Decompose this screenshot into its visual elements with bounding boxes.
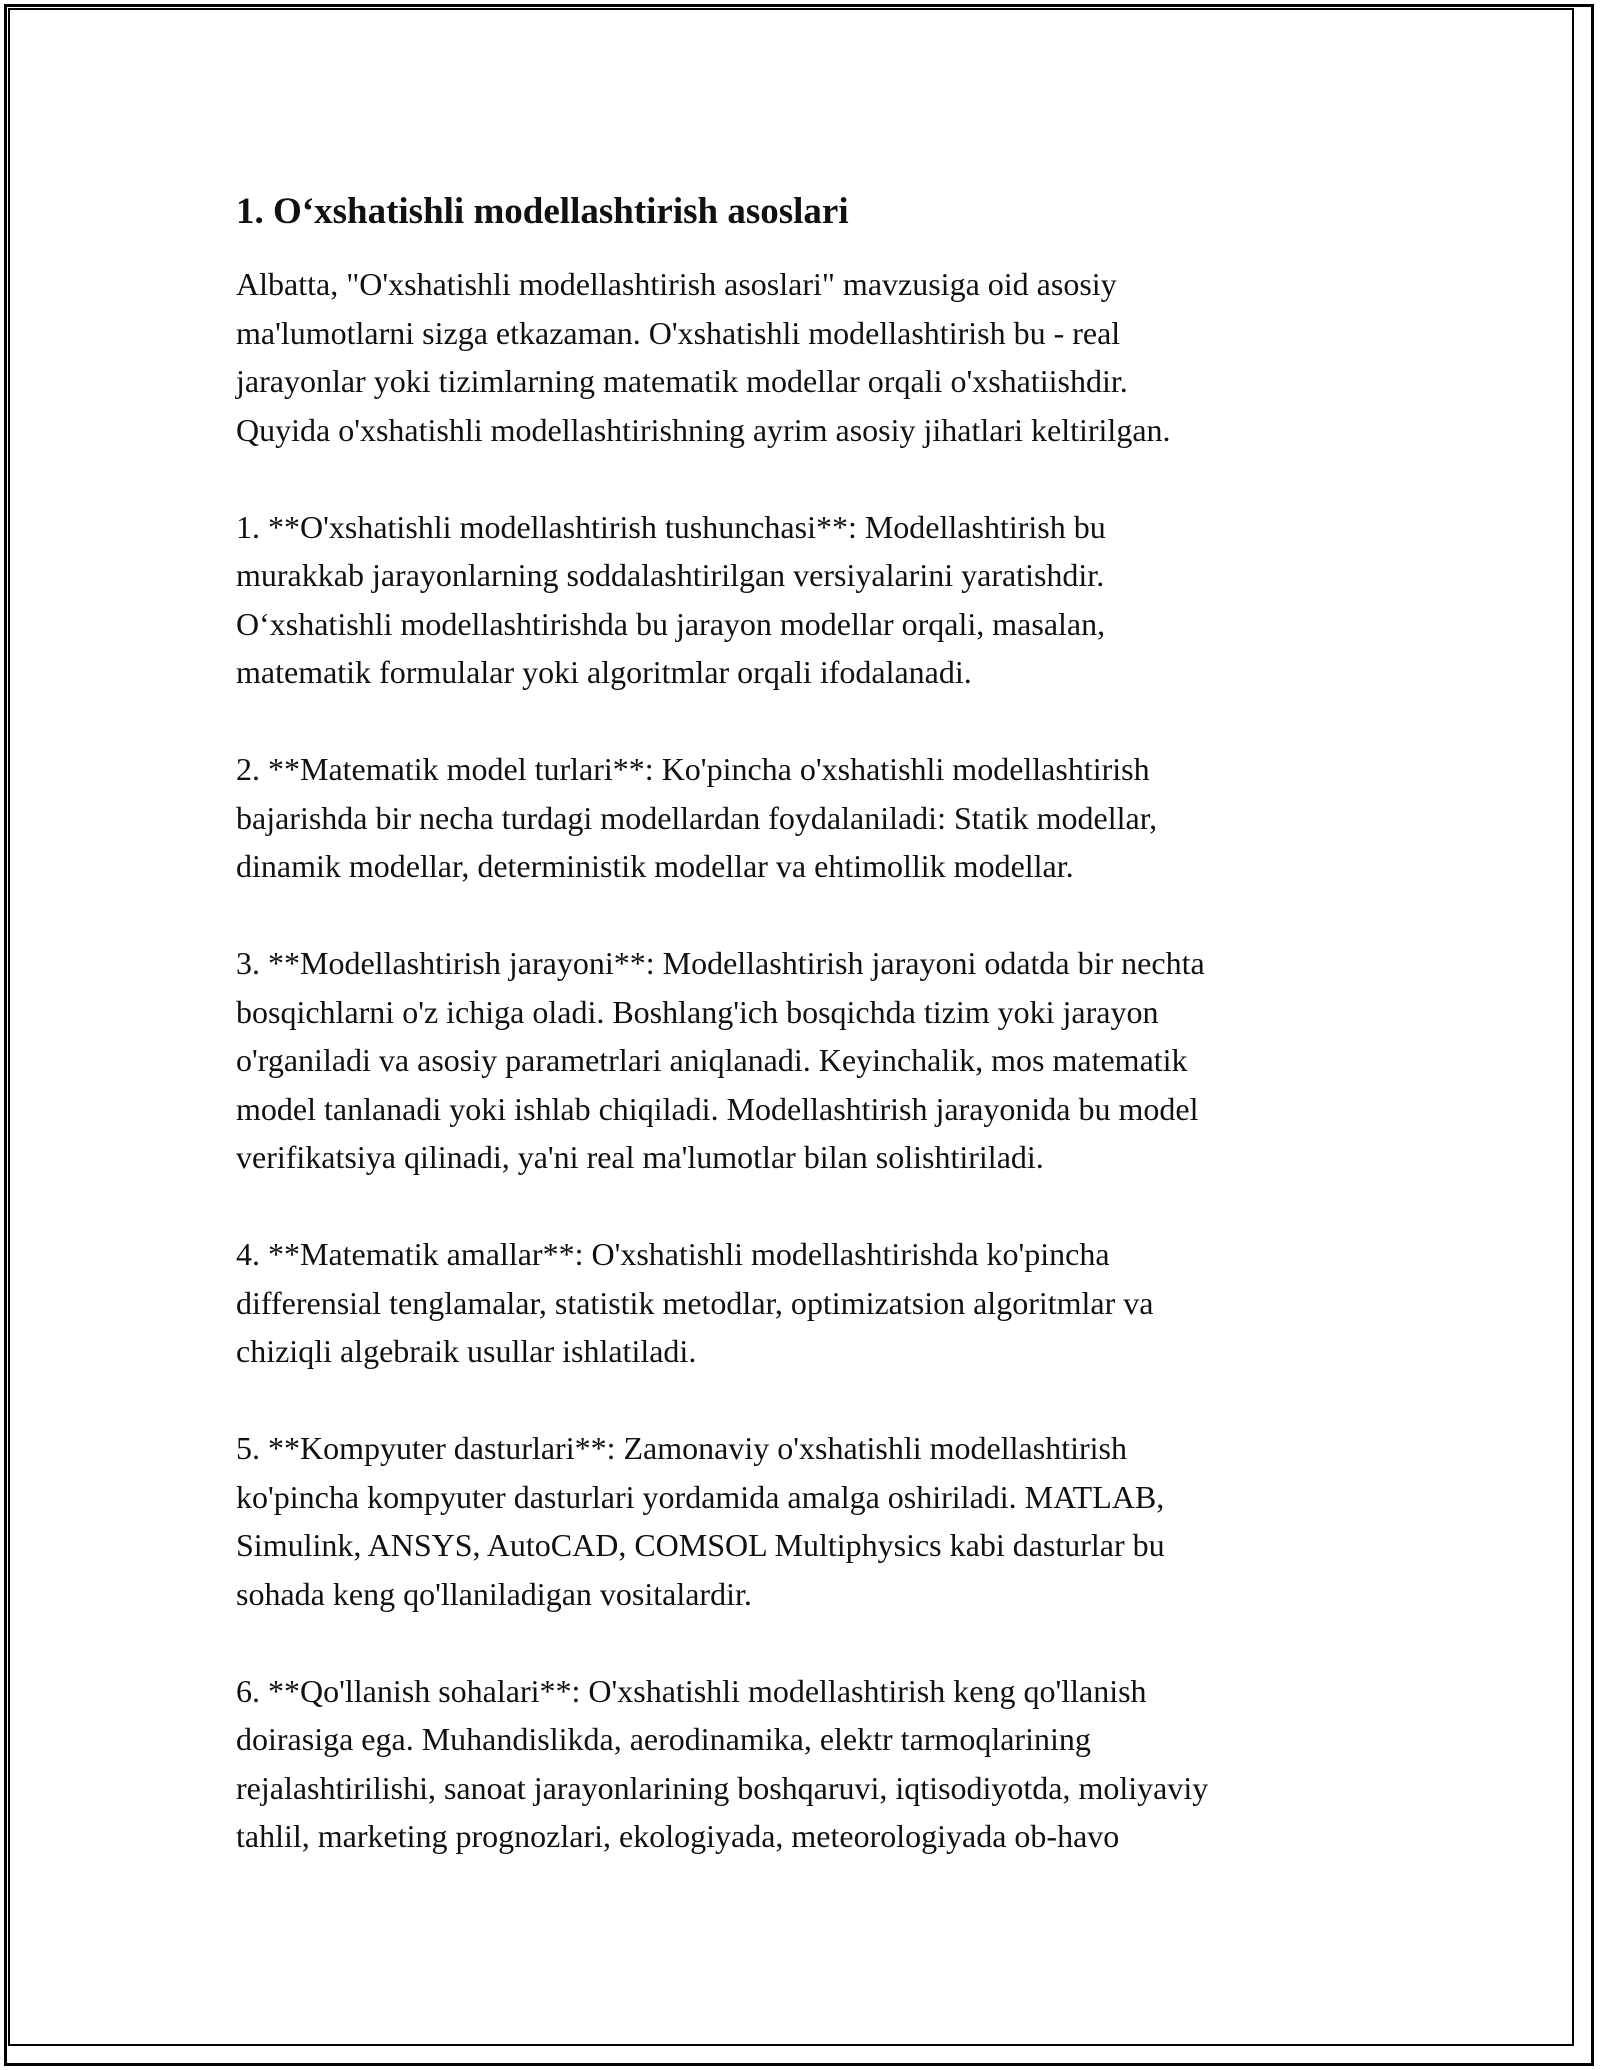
text-line: matematik formulalar yoki algoritmlar orqali ifodalanadi. (236, 654, 972, 690)
text-line: o'rganiladi va asosiy parametrlari aniqlanadi. Keyinchalik, mos matematik (236, 1042, 1188, 1078)
text-line: doirasiga ega. Muhandislikda, aerodinamika, elektr tarmoqlarining (236, 1721, 1091, 1757)
paragraph-item-3 (236, 939, 1366, 1182)
text-line: rejalashtirilishi, sanoat jarayonlarining boshqaruvi, iqtisodiyotda, moliyaviy (236, 1769, 1209, 1806)
text-line: bajarishda bir necha turdagi modellardan foydalaniladi: Statik modellar, (236, 799, 1158, 836)
text-line: Albatta, "O'xshatishli modellashtirish asoslari" mavzusiga oid asosiy (236, 266, 1117, 302)
text-line: 4. **Matematik amallar**: O'xshatishli modellashtirishda ko'pincha (236, 1236, 1110, 1272)
text-line: ma'lumotlarni sizga etkazaman. O'xshatishli modellashtirish bu - real (236, 314, 1121, 351)
paragraph-item-1 (236, 503, 1366, 697)
paragraph-intro (236, 260, 1366, 454)
text-line: ko'pincha kompyuter dasturlari yordamida amalga oshiriladi. MATLAB, (236, 1478, 1165, 1515)
text-line: jarayonlar yoki tizimlarning matematik modellar orqali o'xshatiishdir. (236, 363, 1128, 399)
text-line: Quyida o'xshatishli modellashtirishning ayrim asosiy jihatlari keltirilgan. (236, 411, 1171, 448)
paragraph-item-2 (236, 745, 1366, 891)
text-line: O‘xshatishli modellashtirishda bu jarayon modellar orqali, masalan, (236, 605, 1106, 642)
text-line: chiziqli algebraik usullar ishlatiladi. (236, 1333, 697, 1369)
text-line: murakkab jarayonlarning soddalashtirilgan versiyalarini yaratishdir. (236, 557, 1105, 593)
text-line: 6. **Qo'llanish sohalari**: O'xshatishli modellashtirish keng qo'llanish (236, 1672, 1147, 1709)
document-title: 1. O‘xshatishli modellashtirish asoslari (236, 191, 849, 232)
document-body (236, 188, 1366, 1909)
text-line: sohada keng qo'llaniladigan vositalardir. (236, 1575, 752, 1612)
text-line: differensial tenglamalar, statistik metodlar, optimizatsion algoritmlar va (236, 1284, 1154, 1321)
paragraph-item-6 (236, 1667, 1366, 1861)
text-line: 5. **Kompyuter dasturlari**: Zamonaviy o'xshatishli modellashtirish (236, 1430, 1127, 1466)
text-line: tahlil, marketing prognozlari, ekologiyada, meteorologiyada ob-havo (236, 1818, 1120, 1854)
paragraph-item-5 (236, 1424, 1366, 1618)
text-line: 3. **Modellashtirish jarayoni**: Modellashtirish jarayoni odatda bir nechta (236, 945, 1205, 981)
text-line: 2. **Matematik model turlari**: Ko'pincha o'xshatishli modellashtirish (236, 751, 1150, 787)
paragraph-item-4 (236, 1230, 1366, 1376)
text-line: model tanlanadi yoki ishlab chiqiladi. Modellashtirish jarayonida bu model (236, 1090, 1199, 1127)
text-line: bosqichlarni o'z ichiga oladi. Boshlang'ich bosqichda tizim yoki jarayon (236, 993, 1159, 1030)
text-line: verifikatsiya qilinadi, ya'ni real ma'lumotlar bilan solishtiriladi. (236, 1139, 1044, 1175)
text-line: 1. **O'xshatishli modellashtirish tushunchasi**: Modellashtirish bu (236, 508, 1106, 545)
text-line: Simulink, ANSYS, AutoCAD, COMSOL Multiphysics kabi dasturlar bu (236, 1527, 1165, 1563)
text-line: dinamik modellar, deterministik modellar va ehtimollik modellar. (236, 848, 1074, 884)
